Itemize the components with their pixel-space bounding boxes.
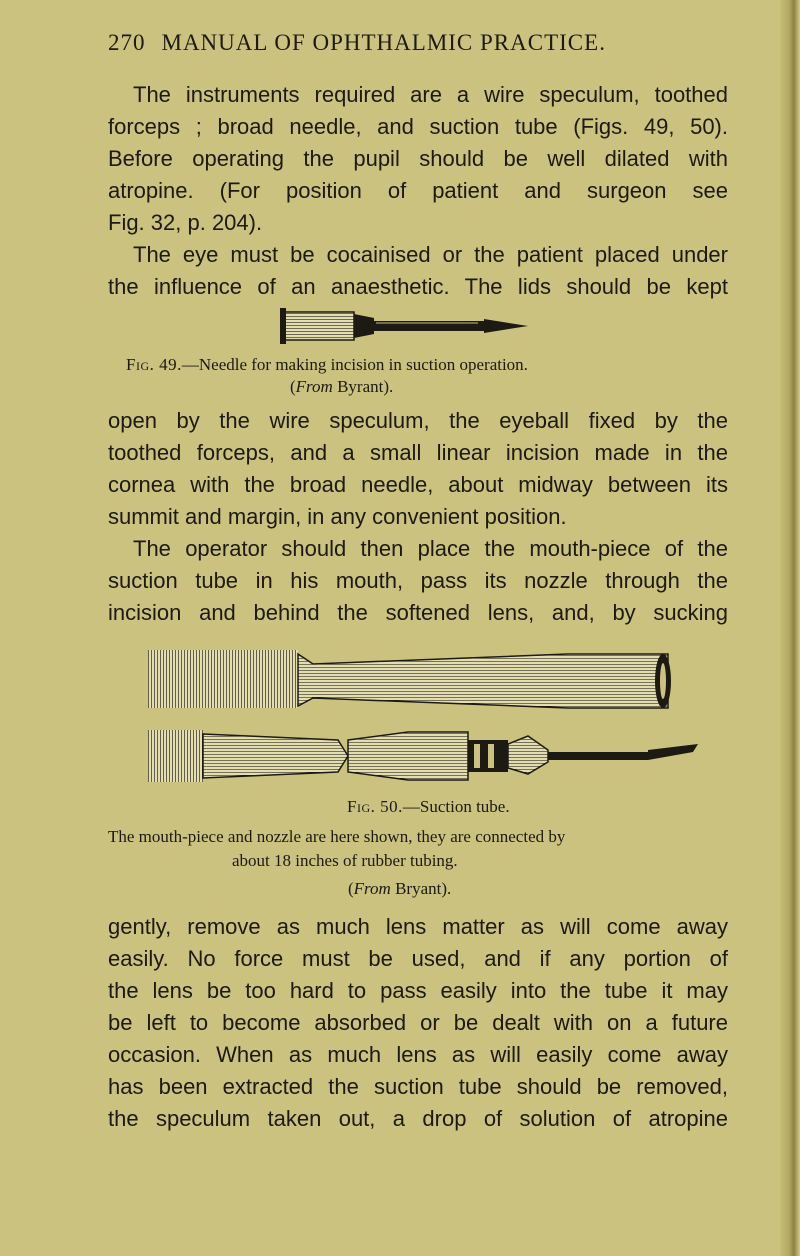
text-line: toothed forceps, and a small linear incision made in the <box>108 440 728 465</box>
figure-49-caption <box>126 354 528 376</box>
source-prefix: ( <box>348 879 354 898</box>
figure-50-source <box>348 878 451 900</box>
figure-label: Fig. 49. <box>126 355 182 374</box>
text-line: forceps ; broad needle, and suction tube (Figs. 49, 50). <box>108 114 728 139</box>
page-edge-shadow <box>780 0 800 1256</box>
text-line: The operator should then place the mouth-piece of the <box>133 536 728 561</box>
text-line: the lens be too hard to pass easily into the tube it may <box>108 978 728 1003</box>
text-line: gently, remove as much lens matter as will come away <box>108 914 728 939</box>
figure-label: Fig. 50. <box>347 797 403 816</box>
text-line: be left to become absorbed or be dealt with on a future <box>108 1010 728 1035</box>
text-line: The instruments required are a wire speculum, toothed <box>133 82 728 107</box>
source-from: From <box>295 377 333 396</box>
text-line: The eye must be cocainised or the patient placed under <box>133 242 728 267</box>
running-header <box>108 30 768 56</box>
text-line: cornea with the broad needle, about midway between its <box>108 472 728 497</box>
text-line: summit and margin, in any convenient position. <box>108 504 567 529</box>
caption-text: —Suction tube. <box>402 797 510 816</box>
figure-50-caption-line: about 18 inches of rubber tubing. <box>232 851 458 870</box>
source-from: From <box>353 879 391 898</box>
text-line: suction tube in his mouth, pass its nozzle through the <box>108 568 728 593</box>
figure-49-source <box>290 376 393 398</box>
text-line: open by the wire speculum, the eyeball fixed by the <box>108 408 728 433</box>
figure-50-caption <box>347 796 510 818</box>
caption-text: —Needle for making incision in suction operation. <box>181 355 528 374</box>
text-line: atropine. (For position of patient and surgeon see <box>108 178 728 203</box>
needle-illustration <box>278 304 558 348</box>
page-number: 270 <box>108 30 146 55</box>
source-name: Byrant). <box>332 377 394 396</box>
text-line: the speculum taken out, a drop of solution of atropine <box>108 1106 728 1131</box>
suction-tube-illustration <box>148 640 708 790</box>
figure-50-caption-line: The mouth-piece and nozzle are here shown, they are connected by <box>108 827 566 846</box>
text-line: easily. No force must be used, and if any portion of <box>108 946 728 971</box>
source-prefix: ( <box>290 377 296 396</box>
text-line: the influence of an anaesthetic. The lids should be kept <box>108 274 728 299</box>
text-line: Before operating the pupil should be well dilated with <box>108 146 728 171</box>
running-title: MANUAL OF OPHTHALMIC PRACTICE. <box>161 30 606 55</box>
text-line: Fig. 32, p. 204). <box>108 210 263 235</box>
text-line: occasion. When as much lens as will easily come away <box>108 1042 728 1067</box>
text-line: incision and behind the softened lens, and, by sucking <box>108 600 728 625</box>
text-line: has been extracted the suction tube should be removed, <box>108 1074 728 1099</box>
source-name: Bryant). <box>390 879 452 898</box>
